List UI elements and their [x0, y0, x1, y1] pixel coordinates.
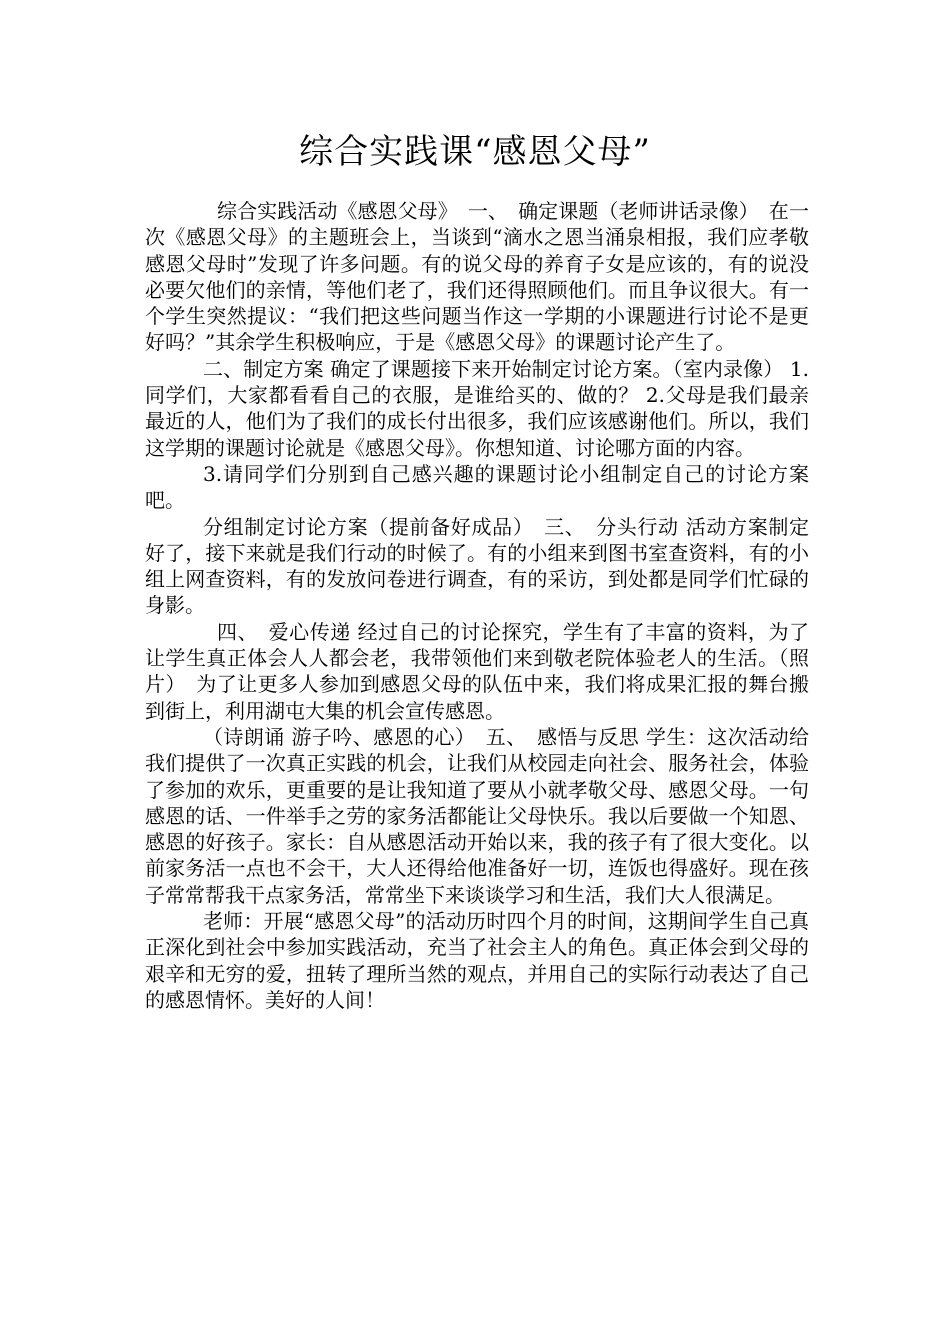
paragraph-reflection: （诗朗诵 游子吟、感恩的心） 五、 感悟与反思 学生：这次活动给我们提供了一次真正实践的机会，让我们从校园走向社会、服务社会，体验了参加的欢乐，更重要的是让我知道了要从小就孝敬父母、感恩父母。一句感恩的话、一件举手之劳的家务活都能让父母快乐。我以后要做一个知恩、感恩的好孩子。家长：自从感恩活动开始以来，我的孩子有了很大变化。以前家务活一点也不会干，大人还得给他准备好一切，连饭也得盛好。现在孩子常常帮我干点家务活，常常坐下来谈谈学习和生活，我们大人很满足。	[145, 724, 809, 907]
document-body	[145, 198, 809, 1013]
paragraph-action: 分组制定讨论方案（提前备好成品） 三、 分头行动 活动方案制定好了，接下来就是我们行动的时候了。有的小组来到图书室查资料，有的小组上网查资料，有的发放问卷进行调查，有的采访，到处都是同学们忙碌的身影。	[145, 514, 809, 618]
paragraph-teacher-summary: 老师：开展“感恩父母”的活动历时四个月的时间，这期间学生自己真正深化到社会中参加实践活动，充当了社会主人的角色。真正体会到父母的艰辛和无穷的爱，扭转了理所当然的观点，并用自己的实际行动表达了自己的感恩情怀。美好的人间！	[145, 909, 809, 1012]
paragraph-topic-selection: 综合实践活动《感恩父母》 一、 确定课题（老师讲话录像） 在一次《感恩父母》的主题班会上，当谈到“滴水之恩当涌泉相报，我们应孝敬感恩父母时”发现了许多问题。有的说父母的养育子女是应该的，有的说没必要欠他们的亲情，等他们老了，我们还得照顾他们。而且争议很大。有一个学生突然提议：“我们把这些问题当作这一学期的小课题进行讨论不是更好吗？”其余学生积极响应，于是《感恩父母》的课题讨论产生了。	[145, 199, 809, 355]
paragraph-plan: 二、制定方案 确定了课题接下来开始制定讨论方案。（室内录像） 1.同学们，大家都看看自己的衣服，是谁给买的、做的？ 2.父母是我们最亲最近的人，他们为了我们的成长付出很多，我们应该感谢他们。所以，我们这学期的课题讨论就是《感恩父母》。你想知道、讨论哪方面的内容。	[145, 356, 809, 460]
paragraph-group-instruction: 3.请同学们分别到自己感兴趣的课题讨论小组制定自己的讨论方案吧。	[145, 461, 809, 513]
paragraph-love-delivery: 四、 爱心传递 经过自己的讨论探究，学生有了丰富的资料，为了让学生真正体会人人都会老，我带领他们来到敬老院体验老人的生活。（照片） 为了让更多人参加到感恩父母的队伍中来，我们将成果汇报的舞台搬到街上，利用湖屯大集的机会宣传感恩。	[145, 619, 809, 723]
document-title: 综合实践课“感恩父母”	[299, 132, 651, 172]
